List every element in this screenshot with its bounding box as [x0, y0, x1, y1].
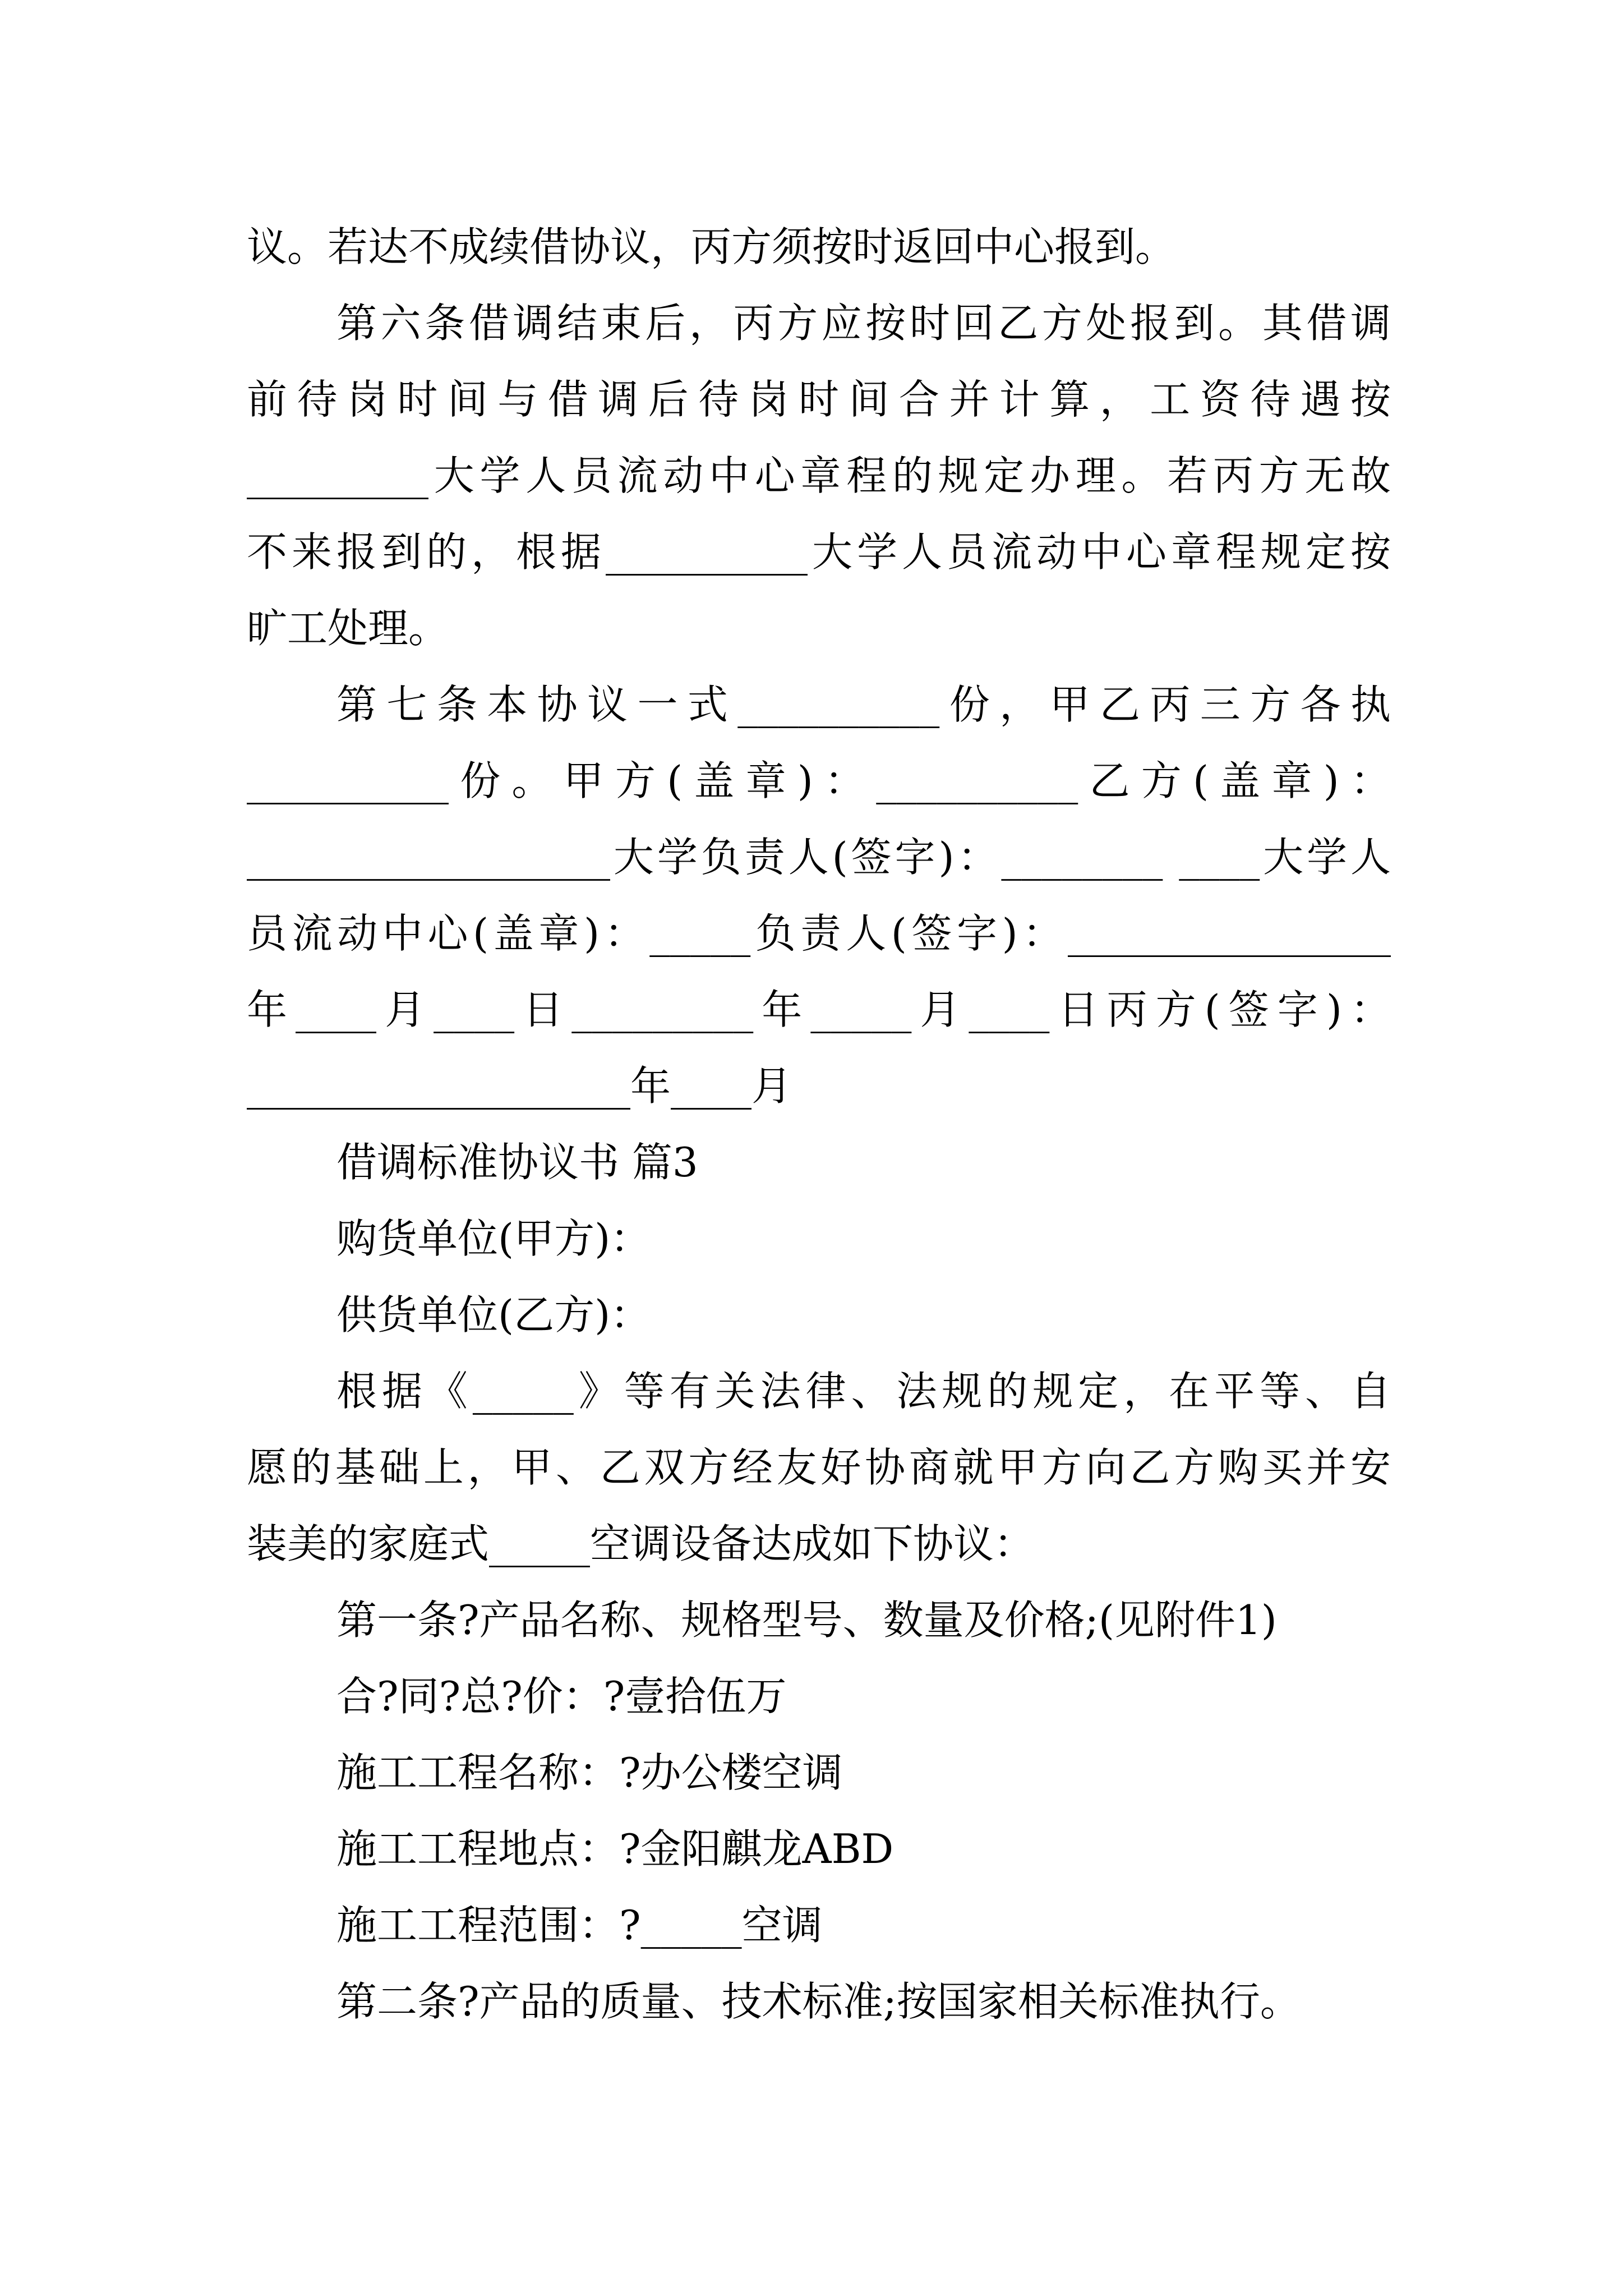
text-line-15: 供货单位(乙方)： [336, 1291, 651, 1338]
text-line-6: 旷工处理。 [247, 605, 449, 652]
text-line-8: __________份。甲方(盖章)：__________乙方(盖章)： [247, 757, 1391, 804]
text-line-12: ___________________年____月 [247, 1062, 792, 1110]
text-line-17: 愿的基础上，甲、乙双方经友好协商就甲方向乙方购买并安 [247, 1444, 1391, 1491]
text-line-19: 第一条?产品名称、规格型号、数量及价格;(见附件1) [336, 1596, 1277, 1644]
text-line-20: 合?同?总?价：?壹拾伍万 [336, 1673, 787, 1720]
text-line-22: 施工工程地点：?金阳麒龙ABD [336, 1825, 894, 1872]
text-line-9: __________________大学负责人(签字)：________ ____大学人 [247, 834, 1391, 881]
document-body [247, 209, 1391, 2040]
text-line-24: 第二条?产品的质量、技术标准;按国家相关标准执行。 [336, 1978, 1301, 2025]
text-line-14: 购货单位(甲方)： [336, 1215, 651, 1262]
section-title: 借调标准协议书 篇3 [336, 1139, 698, 1186]
text-line-18: 装美的家庭式_____空调设备达成如下协议： [247, 1520, 1035, 1567]
text-line-23: 施工工程范围：?_____空调 [336, 1902, 823, 1949]
text-line-2: 第六条借调结束后，丙方应按时回乙方处报到。其借调 [336, 300, 1391, 347]
text-line-5: 不来报到的，根据__________大学人员流动中心章程规定按 [247, 528, 1391, 576]
text-line-21: 施工工程名称：?办公楼空调 [336, 1749, 843, 1796]
text-line-11: 年____月____日_________年_____月____日丙方(签字)： [247, 986, 1391, 1033]
text-line-3: 前待岗时间与借调后待岗时间合并计算，工资待遇按 [247, 376, 1391, 423]
text-line-16: 根据《_____》等有关法律、法规的规定，在平等、自 [336, 1368, 1391, 1415]
text-line-4: _________大学人员流动中心章程的规定办理。若丙方无故 [247, 452, 1391, 499]
text-line-1: 议。若达不成续借协议，丙方须按时返回中心报到。 [247, 223, 1176, 270]
text-line-7: 第七条本协议一式__________份，甲乙丙三方各执 [336, 681, 1391, 728]
text-line-10: 员流动中心(盖章)：_____负责人(签字)：________________ [247, 910, 1391, 957]
